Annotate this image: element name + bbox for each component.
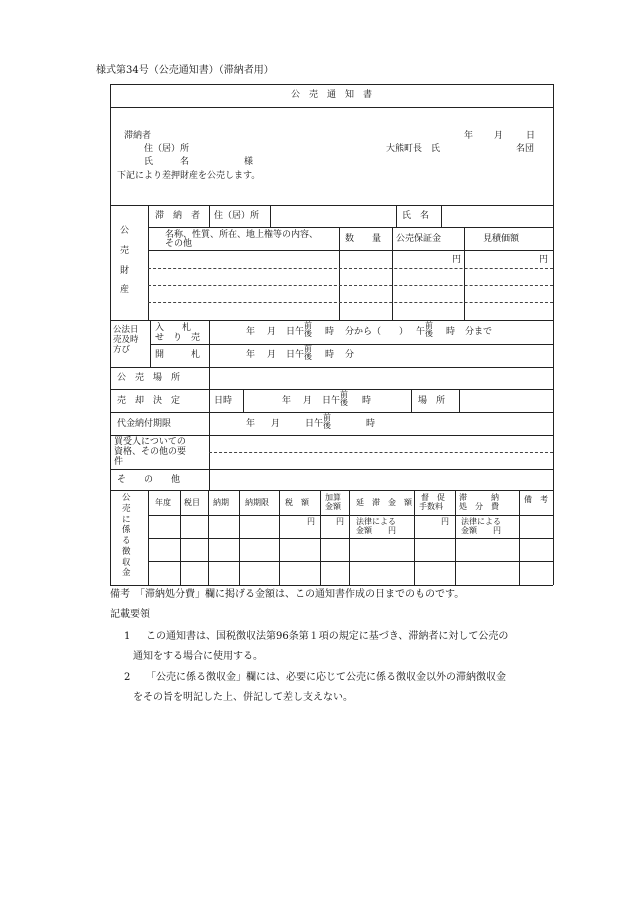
payment-ji: 時: [366, 419, 376, 429]
form-title: 公 売 通 知 書: [290, 90, 372, 100]
guide-item-1-line-2: 通知をする場合に使用する。: [133, 651, 263, 662]
bid-day: 日: [286, 327, 296, 337]
open-label: 開 札: [155, 350, 201, 360]
bid-label-1: 入 札: [155, 323, 192, 333]
payment-day: 日: [305, 419, 315, 429]
decision-datetime: 日時: [214, 396, 233, 406]
col-disposal-2: 処 分 費: [459, 502, 499, 511]
address-label: 住（居）所: [144, 144, 190, 154]
open-gozen: 午: [295, 350, 305, 360]
property-side-label: 公 売 財 産: [120, 226, 130, 296]
col-amount: 税 額: [285, 498, 309, 507]
decision-place: 場 所: [418, 396, 446, 406]
fee-yen: 円: [441, 517, 449, 526]
bid-gozen: 午: [295, 327, 305, 337]
decision-day: 日: [322, 396, 332, 406]
property-deposit: 公売保証金: [396, 234, 442, 244]
decision-zengo: 前 後: [340, 390, 348, 407]
notice-text: 下記により差押財産を公売します。: [117, 171, 261, 181]
form-number: 様式第34号（公売通知書）（滞納者用）: [96, 65, 274, 76]
col-disposal-1: 滞 納: [459, 493, 499, 502]
guide-item-1-no: 1: [124, 631, 131, 642]
honorific: 様: [244, 157, 254, 167]
issuer: 大熊町長 氏: [386, 144, 441, 154]
col-surcharge-2: 金額: [325, 502, 341, 511]
decision-gozen: 午: [331, 396, 341, 406]
disposal-bylaw-2: 金額 円: [461, 526, 501, 535]
bid-gozen-2: 午: [416, 327, 426, 337]
bid-year: 年: [246, 327, 256, 337]
property-name: 氏 名: [402, 211, 430, 221]
date-day: 日: [526, 131, 536, 141]
bid-label-2: せ り 売: [155, 333, 201, 343]
col-period: 納期: [213, 498, 229, 507]
col-fee-1: 督 促: [421, 493, 445, 502]
bid-ji-2: 時: [446, 327, 456, 337]
property-quantity: 数 量: [345, 234, 382, 244]
delinquent-label: 滞納者: [124, 131, 152, 141]
bid-kara: 分から（ ）: [345, 327, 409, 337]
open-zengo: 前 後: [304, 344, 312, 361]
decision-label: 売 却 決 定: [117, 396, 181, 406]
property-address: 住（居）所: [214, 211, 260, 221]
guide-title: 記載要領: [110, 609, 150, 620]
delay-bylaw-2: 金額 円: [356, 526, 396, 535]
bid-made: 分まで: [465, 327, 493, 337]
col-year: 年度: [155, 498, 171, 507]
open-year: 年: [246, 350, 256, 360]
open-month: 月: [267, 350, 277, 360]
venue-label: 公 売 場 所: [117, 373, 181, 383]
surcharge-yen: 円: [336, 517, 344, 526]
decision-year: 年: [282, 396, 292, 406]
payment-label: 代金納付期限: [117, 419, 172, 429]
bid-zengo: 前 後: [304, 321, 312, 338]
decision-month: 月: [303, 396, 313, 406]
buyer-1: 買受人についての: [114, 437, 186, 447]
col-item: 税目: [184, 498, 200, 507]
tax-side-label: 公 売 に 係 る 徴 収 金: [122, 493, 131, 579]
col-deadline: 納期限: [245, 498, 269, 507]
remarks: 備考 「滞納処分費」欄に掲げる金額は、この通知書作成の日までのものです。: [110, 589, 465, 600]
bid-month: 月: [267, 327, 277, 337]
seal: 名団: [516, 144, 535, 154]
col-delay: 延 滞 金 額: [356, 498, 412, 507]
delay-bylaw-1: 法律による: [356, 517, 396, 526]
date-month: 月: [494, 131, 504, 141]
estimate-yen: 円: [539, 255, 549, 265]
payment-year: 年: [246, 419, 256, 429]
col-surcharge-1: 加算: [325, 493, 341, 502]
guide-item-2-line-2: をその旨を明記した上、併記して差し支えない。: [133, 692, 353, 703]
property-desc-2: その他: [165, 239, 193, 249]
open-ji: 時: [325, 350, 335, 360]
bid-zengo-2: 前 後: [425, 321, 433, 338]
schedule-group-label: 公法日 売及時 方び: [113, 325, 139, 355]
guide-item-2-no: 2: [124, 672, 131, 683]
payment-month: 月: [271, 419, 281, 429]
disposal-bylaw-1: 法律による: [461, 517, 501, 526]
decision-ji: 時: [362, 396, 372, 406]
property-estimate: 見積価額: [483, 234, 520, 244]
property-delinquent: 滞 納 者: [155, 211, 201, 221]
amount-yen: 円: [307, 517, 315, 526]
buyer-3: 件: [114, 457, 124, 467]
open-day: 日: [286, 350, 296, 360]
open-fun: 分: [345, 350, 355, 360]
bid-ji: 時: [325, 327, 335, 337]
payment-zengo: 前 後: [323, 413, 331, 430]
guide-item-2-line-1: 「公売に係る徴収金」欄には、必要に応じて公売に係る徴収金以外の滞納徴収金: [146, 672, 506, 683]
other-label: そ の 他: [117, 475, 181, 485]
guide-item-1-line-1: この通知書は、国税徴収法第96条第１項の規定に基づき、滞納者に対して公売の: [146, 631, 509, 642]
property-desc-1: 名称、性質、所在、地上権等の内容、: [165, 230, 319, 240]
name-label: 氏 名: [144, 157, 190, 167]
col-note: 備 考: [524, 495, 548, 504]
deposit-yen: 円: [452, 255, 462, 265]
col-fee-2: 手数料: [419, 502, 443, 511]
date-year: 年: [464, 131, 474, 141]
buyer-2: 資格、その他の要: [114, 447, 187, 457]
payment-gozen: 午: [314, 419, 324, 429]
